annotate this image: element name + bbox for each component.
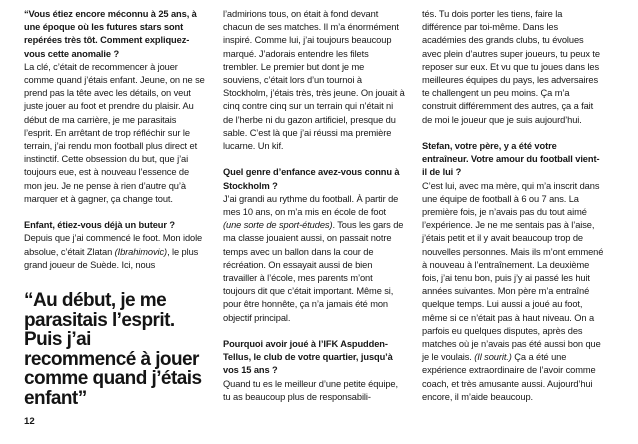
interview-answer <box>422 180 604 404</box>
interview-answer <box>223 193 405 325</box>
interview-question <box>422 140 604 180</box>
text-run: . Tous les gars de ma classe jouaient aussi, on passait notre temps avec un ballon dans la cour de récréation. On essayait aussi de bien travailler à l’école, mes parents m’ont toujours dit que c’était important. Même si, pour être honnête, ça n’a jamais été mon objectif principal. <box>223 220 404 323</box>
text-run: Pourquoi avoir joué à l’IFK Aspudden-Tellus, le club de votre quartier, jusqu’à vos 15 ans ? <box>223 339 393 376</box>
text-run: La clé, c’était de recommencer à jouer comme quand j’étais enfant. Jeune, on ne se prend pas la tête avec les détails, on veut juste jouer au foot et prendre du plaisir. Au début de ma carrière, je me parasitais l’esprit. En arrêtant de trop réfléchir sur le terrain, j’ai rendu mon football plus direct et instinctif. Cette obsession du but, que j’ai toujours eue, est à nouveau l’essence de mon jeu. Je ne pense à rien d’autre qu’à marquer et à gagner, ça change tout. <box>24 61 205 204</box>
interview-question <box>223 338 405 378</box>
italic-aside: (une sorte de sport-études) <box>223 220 333 231</box>
interview-answer <box>223 8 405 153</box>
interview-question <box>24 219 206 232</box>
text-run: Ça a été une expérience extraordinaire de l’avoir comme coach, et très amusante aussi. Aujourd’hui encore, il m’aide beaucoup. <box>422 352 596 402</box>
text-run: C’est lui, avec ma mère, qui m’a inscrit dans une équipe de football à 6 ou 7 ans. La première fois, je n’avais pas du tout aimé l’expérience. Je ne me sentais pas à l’aise, j’étais petit et il y avait beaucoup trop de nouvelles personnes. Mais ils m’ont emmené à nouveau à l’entraînement. La deuxième fois, j’ai tenu bon, puis j’y ai passé les huit années suivantes. Mon père m’a entraîné quelque temps. Lui aussi a joué au foot, même si ce n’était pas à haut niveau. On a parfois eu quelques disputes, après des matches où je n’avais pas été aussi bon que je le voulais. <box>422 180 604 363</box>
italic-aside: (Ibrahimovic) <box>114 246 168 257</box>
text-column-3 <box>422 8 604 427</box>
pull-quote <box>24 291 206 408</box>
text-run: Quel genre d’enfance avez-vous connu à Stockholm ? <box>223 167 400 191</box>
text-column-1 <box>24 8 206 427</box>
text-run: “Vous étiez encore méconnu à 25 ans, à une époque où les futures stars sont repérées très tôt. Comment expliquez-vous cette anomalie ? <box>24 9 197 59</box>
text-column-2 <box>223 8 405 427</box>
page-number: 12 <box>24 416 35 428</box>
text-run: , le plus grand joueur de Suède. Ici, nous <box>24 246 199 270</box>
text-run: Quand tu es le meilleur d’une petite équipe, tu as beaucoup plus de responsabili- <box>223 378 398 402</box>
text-run: “Au début, je me parasitais l’esprit. Puis j’ai recommencé à jouer comme quand j’étais enfant” <box>24 290 202 409</box>
italic-aside: (Il sourit.) <box>474 352 512 363</box>
text-run: tés. Tu dois porter les tiens, faire la différence par toi-même. Dans les académies des grands clubs, tu évolues avec plein d’autres super joueurs, tu peux te reposer sur eux. Et vu que tu joues dans les meilleures équipes du pays, les adversaires te challengent un peu moins. Ça m’a construit différemment des autres, ça a fait de moi le joueur que je suis aujourd’hui. <box>422 9 600 125</box>
interview-answer <box>24 61 206 206</box>
interview-answer <box>24 232 206 272</box>
text-run: Stefan, votre père, y a été votre entraîneur. Votre amour du football vient-il de lui ? <box>422 141 600 178</box>
interview-answer <box>422 8 604 127</box>
interview-answer <box>223 378 405 404</box>
text-run: l’admirions tous, on était à fond devant chacun de ses matches. Il m’a énormément inspiré. Comme lui, j’ai toujours beaucoup marqué. J’adorais entendre les filets trembler. Le premier but dont je me souviens, c’était lors d’un tournoi à Stockholm, j’étais très, très jeune. On jouait à cinq contre cinq sur un terrain qui n’était ni de l’herbe ni du gazon artificiel, presque du sable. C’est là que j’ai réussi ma première lucarne. Un kif. <box>223 9 405 152</box>
interview-question <box>223 166 405 192</box>
article-columns <box>24 8 618 427</box>
text-run: Enfant, étiez-vous déjà un buteur ? <box>24 220 175 231</box>
text-run: J’ai grandi au rythme du football. À partir de mes 10 ans, on m’a mis en école de foot <box>223 193 399 218</box>
interview-question <box>24 8 206 61</box>
text-run: Depuis que j’ai commencé le foot. Mon idole absolue, c’était Zlatan <box>24 233 203 257</box>
